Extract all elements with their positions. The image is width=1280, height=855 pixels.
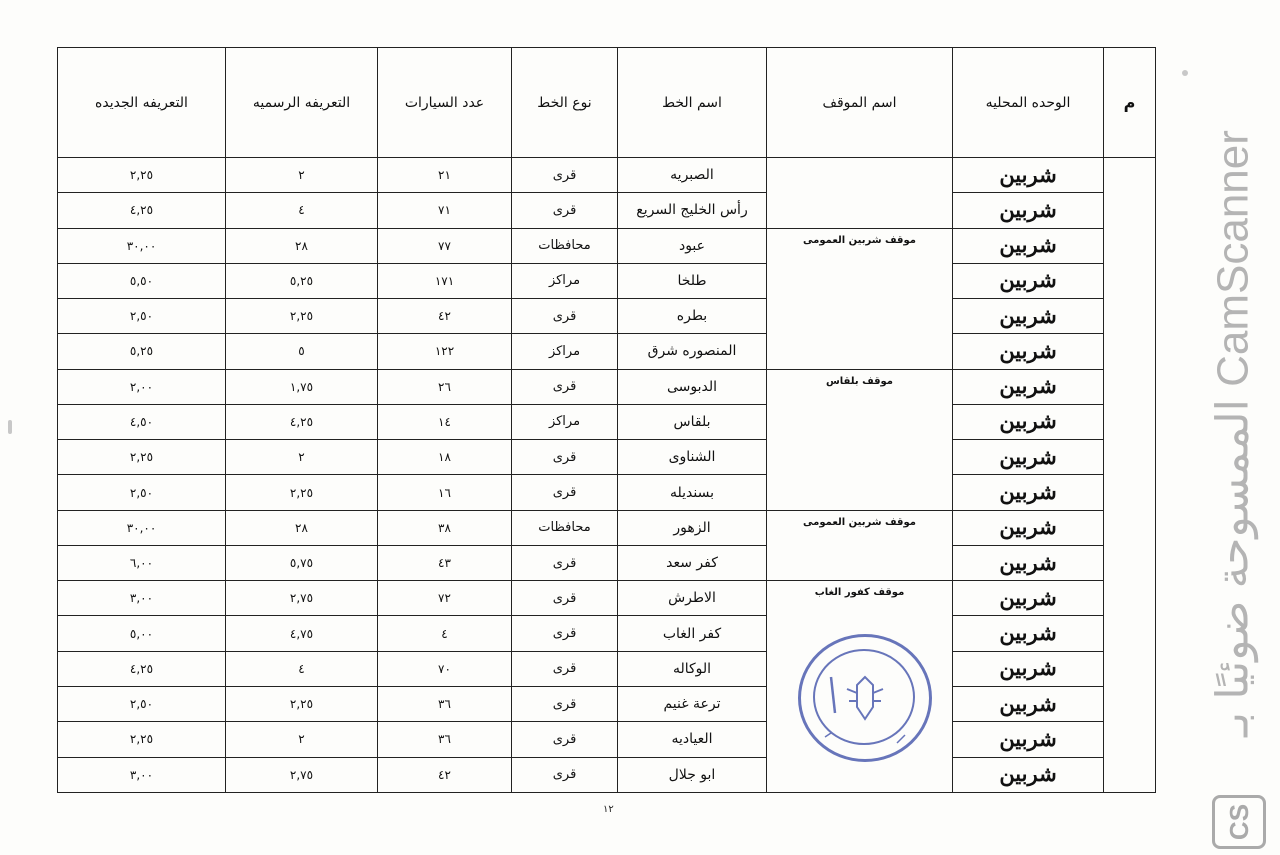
cell-line: الوكاله [618, 651, 767, 686]
cell-cars: ١٧١ [378, 263, 512, 298]
header-cars: عدد السيارات [378, 48, 512, 158]
cell-type: قرى [512, 440, 618, 475]
table-row [58, 193, 1156, 228]
fare-table [57, 47, 1156, 793]
cell-unit: شربين [953, 722, 1104, 757]
cell-new: ٢,٠٠ [58, 369, 226, 404]
cell-official: ٤,٢٥ [226, 404, 378, 439]
cell-new: ٢,٥٠ [58, 475, 226, 510]
cell-cars: ٣٨ [378, 510, 512, 545]
header-stop: اسم الموقف [767, 48, 953, 158]
cell-unit: شربين [953, 686, 1104, 721]
cell-unit: شربين [953, 404, 1104, 439]
cell-new: ٢,٥٠ [58, 299, 226, 334]
table-row [58, 581, 1156, 616]
cell-unit: شربين [953, 581, 1104, 616]
camscanner-logo-icon: CS [1212, 795, 1266, 849]
cell-cars: ٧١ [378, 193, 512, 228]
table-row [58, 369, 1156, 404]
scan-speck [8, 420, 12, 434]
cell-new: ٢,٢٥ [58, 158, 226, 193]
cell-cars: ٧٠ [378, 651, 512, 686]
header-m: م [1104, 48, 1156, 158]
table-row [58, 334, 1156, 369]
cell-unit: شربين [953, 228, 1104, 263]
cell-official: ٥,٢٥ [226, 263, 378, 298]
cell-type: قرى [512, 581, 618, 616]
scan-speck [1182, 70, 1188, 76]
cell-line: بسنديله [618, 475, 767, 510]
cell-line: كفر سعد [618, 545, 767, 580]
cell-official: ٤,٧٥ [226, 616, 378, 651]
cell-new: ٥,٢٥ [58, 334, 226, 369]
cell-new: ٦,٠٠ [58, 545, 226, 580]
header-new: التعريفه الجديده [58, 48, 226, 158]
cell-new: ٢,٥٠ [58, 686, 226, 721]
cell-line: الاطرش [618, 581, 767, 616]
cell-type: قرى [512, 722, 618, 757]
cell-new: ٣,٠٠ [58, 757, 226, 792]
cell-type: قرى [512, 193, 618, 228]
cell-cars: ٤ [378, 616, 512, 651]
cell-line: عبود [618, 228, 767, 263]
cell-stop: موقف شربين العمومى [767, 228, 953, 369]
cell-unit: شربين [953, 510, 1104, 545]
cell-new: ٢,٢٥ [58, 440, 226, 475]
cell-new: ٣٠,٠٠ [58, 228, 226, 263]
table-row [58, 651, 1156, 686]
cell-unit: شربين [953, 616, 1104, 651]
cell-official: ٤ [226, 651, 378, 686]
table-row [58, 510, 1156, 545]
official-seal-stamp [798, 634, 932, 762]
cell-official: ٢,٢٥ [226, 686, 378, 721]
cell-unit: شربين [953, 369, 1104, 404]
cell-official: ٢,٢٥ [226, 299, 378, 334]
cell-official: ٥ [226, 334, 378, 369]
cell-type: قرى [512, 475, 618, 510]
cell-unit: شربين [953, 193, 1104, 228]
cell-line: بلقاس [618, 404, 767, 439]
cell-unit: شربين [953, 440, 1104, 475]
cell-cars: ١٨ [378, 440, 512, 475]
cell-new: ٥,٥٠ [58, 263, 226, 298]
cell-cars: ٧٧ [378, 228, 512, 263]
cell-line: رأس الخليج السريع [618, 193, 767, 228]
cell-stop: موقف كفور الغاب [767, 581, 953, 793]
cell-unit: شربين [953, 334, 1104, 369]
cell-line: طلخا [618, 263, 767, 298]
cell-unit: شربين [953, 545, 1104, 580]
cell-cars: ٤٢ [378, 757, 512, 792]
table-body [58, 158, 1156, 793]
table-row [58, 616, 1156, 651]
cell-type: قرى [512, 299, 618, 334]
cell-official: ٢ [226, 722, 378, 757]
cell-official: ٥,٧٥ [226, 545, 378, 580]
cell-cars: ٤٣ [378, 545, 512, 580]
cell-new: ٥,٠٠ [58, 616, 226, 651]
cell-official: ٤ [226, 193, 378, 228]
cell-cars: ١٢٢ [378, 334, 512, 369]
table-row [58, 404, 1156, 439]
cell-type: قرى [512, 616, 618, 651]
cell-cars: ١٤ [378, 404, 512, 439]
cell-new: ٢,٢٥ [58, 722, 226, 757]
cell-line: الدبوسى [618, 369, 767, 404]
serial-column [1104, 158, 1156, 793]
cell-type: قرى [512, 757, 618, 792]
table-row [58, 158, 1156, 193]
cell-official: ٢ [226, 440, 378, 475]
cell-stop: موقف شربين العمومى [767, 510, 953, 581]
cell-official: ٢٨ [226, 228, 378, 263]
cell-unit: شربين [953, 158, 1104, 193]
page-number: ١٢ [603, 804, 614, 815]
cell-line: المنصوره شرق [618, 334, 767, 369]
cell-official: ٢٨ [226, 510, 378, 545]
cell-line: الشناوى [618, 440, 767, 475]
cell-new: ٤,٢٥ [58, 193, 226, 228]
cell-official: ٢,٢٥ [226, 475, 378, 510]
table-row [58, 545, 1156, 580]
cell-type: قرى [512, 686, 618, 721]
cell-cars: ٣٦ [378, 686, 512, 721]
cell-type: محافظات [512, 510, 618, 545]
cell-cars: ٢١ [378, 158, 512, 193]
table-row [58, 228, 1156, 263]
cell-type: مراكز [512, 334, 618, 369]
cell-cars: ١٦ [378, 475, 512, 510]
cell-unit: شربين [953, 757, 1104, 792]
cell-cars: ٧٢ [378, 581, 512, 616]
cell-unit: شربين [953, 475, 1104, 510]
cell-official: ٢,٧٥ [226, 757, 378, 792]
camscanner-watermark: الممسوحة ضوئيًا بـ CamScanner [1208, 130, 1258, 737]
table-row [58, 440, 1156, 475]
table-row [58, 263, 1156, 298]
cell-type: قرى [512, 369, 618, 404]
cell-cars: ٣٦ [378, 722, 512, 757]
cell-line: ترعة غنيم [618, 686, 767, 721]
cell-type: محافظات [512, 228, 618, 263]
cell-line: الزهور [618, 510, 767, 545]
cell-new: ٣,٠٠ [58, 581, 226, 616]
cell-official: ٢ [226, 158, 378, 193]
header-line: اسم الخط [618, 48, 767, 158]
table-row [58, 722, 1156, 757]
cell-type: قرى [512, 651, 618, 686]
cell-line: كفر الغاب [618, 616, 767, 651]
cell-official: ١,٧٥ [226, 369, 378, 404]
table-row [58, 299, 1156, 334]
cell-new: ٤,٥٠ [58, 404, 226, 439]
table-row [58, 757, 1156, 792]
cell-cars: ٢٦ [378, 369, 512, 404]
cell-unit: شربين [953, 651, 1104, 686]
table-row [58, 686, 1156, 721]
cell-new: ٤,٢٥ [58, 651, 226, 686]
cell-stop [767, 158, 953, 229]
cell-line: العياديه [618, 722, 767, 757]
header-row [58, 48, 1156, 158]
cell-official: ٢,٧٥ [226, 581, 378, 616]
cell-type: مراكز [512, 404, 618, 439]
cell-new: ٣٠,٠٠ [58, 510, 226, 545]
cell-unit: شربين [953, 263, 1104, 298]
cell-line: ابو جلال [618, 757, 767, 792]
cell-type: مراكز [512, 263, 618, 298]
header-unit: الوحده المحليه [953, 48, 1104, 158]
cell-cars: ٤٢ [378, 299, 512, 334]
cell-line: بطره [618, 299, 767, 334]
cell-type: قرى [512, 545, 618, 580]
header-official: التعريفه الرسميه [226, 48, 378, 158]
cell-type: قرى [512, 158, 618, 193]
cell-line: الصبريه [618, 158, 767, 193]
cell-unit: شربين [953, 299, 1104, 334]
header-type: نوع الخط [512, 48, 618, 158]
cell-stop: موقف بلقاس [767, 369, 953, 510]
table-row [58, 475, 1156, 510]
